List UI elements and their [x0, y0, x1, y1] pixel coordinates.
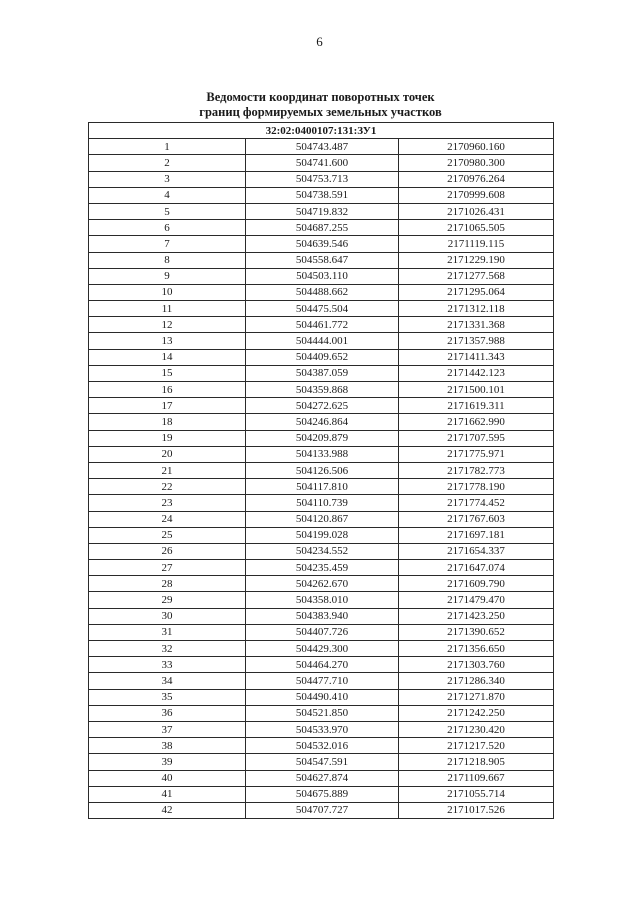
table-row: [89, 446, 554, 462]
table-row: [89, 139, 554, 155]
point-number-cell: 6: [89, 220, 246, 236]
x-coordinate-cell: 504407.726: [246, 624, 399, 640]
y-coordinate-cell: 2171774.452: [399, 495, 554, 511]
y-coordinate-cell: 2171242.250: [399, 705, 554, 721]
point-number-cell: 32: [89, 641, 246, 657]
x-coordinate-cell: 504687.255: [246, 220, 399, 236]
table-row: [89, 365, 554, 381]
x-coordinate-cell: 504547.591: [246, 754, 399, 770]
point-number-cell: 38: [89, 738, 246, 754]
y-coordinate-cell: 2171654.337: [399, 543, 554, 559]
table-row: [89, 673, 554, 689]
y-coordinate-cell: 2171662.990: [399, 414, 554, 430]
x-coordinate-cell: 504387.059: [246, 365, 399, 381]
table-row: [89, 592, 554, 608]
table-row: [89, 495, 554, 511]
y-coordinate-cell: 2171782.773: [399, 462, 554, 478]
x-coordinate-cell: 504743.487: [246, 139, 399, 155]
point-number-cell: 15: [89, 365, 246, 381]
y-coordinate-cell: 2171411.343: [399, 349, 554, 365]
y-coordinate-cell: 2170980.300: [399, 155, 554, 171]
point-number-cell: 39: [89, 754, 246, 770]
table-row: [89, 414, 554, 430]
y-coordinate-cell: 2171357.988: [399, 333, 554, 349]
y-coordinate-cell: 2171647.074: [399, 560, 554, 576]
x-coordinate-cell: 504464.270: [246, 657, 399, 673]
point-number-cell: 27: [89, 560, 246, 576]
x-coordinate-cell: 504488.662: [246, 284, 399, 300]
y-coordinate-cell: 2171697.181: [399, 527, 554, 543]
table-row: [89, 236, 554, 252]
table-row: [89, 689, 554, 705]
table-row: [89, 641, 554, 657]
table-row: [89, 155, 554, 171]
point-number-cell: 30: [89, 608, 246, 624]
y-coordinate-cell: 2171390.652: [399, 624, 554, 640]
y-coordinate-cell: 2171119.115: [399, 236, 554, 252]
x-coordinate-cell: 504358.010: [246, 592, 399, 608]
y-coordinate-cell: 2171312.118: [399, 301, 554, 317]
y-coordinate-cell: 2171217.520: [399, 738, 554, 754]
coordinates-table: [88, 122, 554, 819]
x-coordinate-cell: 504133.988: [246, 446, 399, 462]
y-coordinate-cell: 2171609.790: [399, 576, 554, 592]
y-coordinate-cell: 2171109.667: [399, 770, 554, 786]
y-coordinate-cell: 2171303.760: [399, 657, 554, 673]
x-coordinate-cell: 504110.739: [246, 495, 399, 511]
point-number-cell: 7: [89, 236, 246, 252]
y-coordinate-cell: 2171229.190: [399, 252, 554, 268]
point-number-cell: 40: [89, 770, 246, 786]
x-coordinate-cell: 504675.889: [246, 786, 399, 802]
y-coordinate-cell: 2171442.123: [399, 365, 554, 381]
x-coordinate-cell: 504490.410: [246, 689, 399, 705]
table-row: [89, 220, 554, 236]
y-coordinate-cell: 2171619.311: [399, 398, 554, 414]
y-coordinate-cell: 2171271.870: [399, 689, 554, 705]
coordinates-table-body: [89, 123, 554, 819]
table-row: [89, 511, 554, 527]
x-coordinate-cell: 504262.670: [246, 576, 399, 592]
point-number-cell: 13: [89, 333, 246, 349]
point-number-cell: 41: [89, 786, 246, 802]
y-coordinate-cell: 2171775.971: [399, 446, 554, 462]
x-coordinate-cell: 504707.727: [246, 802, 399, 818]
x-coordinate-cell: 504444.001: [246, 333, 399, 349]
point-number-cell: 3: [89, 171, 246, 187]
x-coordinate-cell: 504639.546: [246, 236, 399, 252]
table-row: [89, 268, 554, 284]
x-coordinate-cell: 504627.874: [246, 770, 399, 786]
table-row: [89, 624, 554, 640]
page-number: 6: [316, 34, 323, 49]
point-number-cell: 14: [89, 349, 246, 365]
point-number-cell: 36: [89, 705, 246, 721]
y-coordinate-cell: 2171277.568: [399, 268, 554, 284]
x-coordinate-cell: 504475.504: [246, 301, 399, 317]
x-coordinate-cell: 504209.879: [246, 430, 399, 446]
point-number-cell: 17: [89, 398, 246, 414]
point-number-cell: 16: [89, 382, 246, 398]
x-coordinate-cell: 504558.647: [246, 252, 399, 268]
x-coordinate-cell: 504199.028: [246, 527, 399, 543]
y-coordinate-cell: 2171017.526: [399, 802, 554, 818]
y-coordinate-cell: 2171055.714: [399, 786, 554, 802]
point-number-cell: 37: [89, 721, 246, 737]
table-row: [89, 398, 554, 414]
x-coordinate-cell: 504719.832: [246, 203, 399, 219]
x-coordinate-cell: 504738.591: [246, 187, 399, 203]
table-row: [89, 786, 554, 802]
table-row: [89, 657, 554, 673]
table-row: [89, 171, 554, 187]
x-coordinate-cell: 504383.940: [246, 608, 399, 624]
y-coordinate-cell: 2171230.420: [399, 721, 554, 737]
table-row: [89, 705, 554, 721]
point-number-cell: 31: [89, 624, 246, 640]
y-coordinate-cell: 2171286.340: [399, 673, 554, 689]
x-coordinate-cell: 504117.810: [246, 479, 399, 495]
point-number-cell: 23: [89, 495, 246, 511]
y-coordinate-cell: 2171295.064: [399, 284, 554, 300]
point-number-cell: 28: [89, 576, 246, 592]
x-coordinate-cell: 504246.864: [246, 414, 399, 430]
table-row: [89, 430, 554, 446]
y-coordinate-cell: 2171707.595: [399, 430, 554, 446]
point-number-cell: 35: [89, 689, 246, 705]
y-coordinate-cell: 2171065.505: [399, 220, 554, 236]
point-number-cell: 4: [89, 187, 246, 203]
x-coordinate-cell: 504409.652: [246, 349, 399, 365]
y-coordinate-cell: 2171767.603: [399, 511, 554, 527]
table-row: [89, 382, 554, 398]
point-number-cell: 10: [89, 284, 246, 300]
y-coordinate-cell: 2171026.431: [399, 203, 554, 219]
table-row: [89, 252, 554, 268]
y-coordinate-cell: 2170960.160: [399, 139, 554, 155]
table-row: [89, 527, 554, 543]
y-coordinate-cell: 2171778.190: [399, 479, 554, 495]
point-number-cell: 12: [89, 317, 246, 333]
point-number-cell: 33: [89, 657, 246, 673]
point-number-cell: 34: [89, 673, 246, 689]
table-row: [89, 284, 554, 300]
table-row: [89, 721, 554, 737]
y-coordinate-cell: 2171479.470: [399, 592, 554, 608]
point-number-cell: 21: [89, 462, 246, 478]
point-number-cell: 42: [89, 802, 246, 818]
y-coordinate-cell: 2170976.264: [399, 171, 554, 187]
point-number-cell: 9: [89, 268, 246, 284]
table-row: [89, 576, 554, 592]
document-title: [88, 90, 553, 120]
x-coordinate-cell: 504532.016: [246, 738, 399, 754]
x-coordinate-cell: 504120.867: [246, 511, 399, 527]
parcel-id: 32:02:0400107:131:ЗУ1: [89, 123, 554, 139]
point-number-cell: 26: [89, 543, 246, 559]
table-row: [89, 479, 554, 495]
x-coordinate-cell: 504461.772: [246, 317, 399, 333]
point-number-cell: 20: [89, 446, 246, 462]
x-coordinate-cell: 504272.625: [246, 398, 399, 414]
table-row: [89, 187, 554, 203]
x-coordinate-cell: 504741.600: [246, 155, 399, 171]
y-coordinate-cell: 2171331.368: [399, 317, 554, 333]
point-number-cell: 24: [89, 511, 246, 527]
table-row: [89, 543, 554, 559]
x-coordinate-cell: 504753.713: [246, 171, 399, 187]
table-row: [89, 317, 554, 333]
point-number-cell: 18: [89, 414, 246, 430]
y-coordinate-cell: 2171423.250: [399, 608, 554, 624]
y-coordinate-cell: 2170999.608: [399, 187, 554, 203]
y-coordinate-cell: 2171356.650: [399, 641, 554, 657]
table-row: [89, 462, 554, 478]
title-line-1: Ведомости координат поворотных точек: [206, 90, 435, 104]
table-row: [89, 560, 554, 576]
point-number-cell: 2: [89, 155, 246, 171]
y-coordinate-cell: 2171218.905: [399, 754, 554, 770]
title-line-2: границ формируемых земельных участков: [199, 105, 442, 119]
point-number-cell: 22: [89, 479, 246, 495]
point-number-cell: 11: [89, 301, 246, 317]
x-coordinate-cell: 504126.506: [246, 462, 399, 478]
table-row: [89, 770, 554, 786]
table-row: [89, 349, 554, 365]
parcel-header-row: [89, 123, 554, 139]
point-number-cell: 8: [89, 252, 246, 268]
point-number-cell: 1: [89, 139, 246, 155]
x-coordinate-cell: 504503.110: [246, 268, 399, 284]
x-coordinate-cell: 504521.850: [246, 705, 399, 721]
y-coordinate-cell: 2171500.101: [399, 382, 554, 398]
table-row: [89, 301, 554, 317]
x-coordinate-cell: 504477.710: [246, 673, 399, 689]
table-row: [89, 738, 554, 754]
table-row: [89, 754, 554, 770]
x-coordinate-cell: 504359.868: [246, 382, 399, 398]
table-row: [89, 608, 554, 624]
point-number-cell: 29: [89, 592, 246, 608]
table-row: [89, 203, 554, 219]
x-coordinate-cell: 504235.459: [246, 560, 399, 576]
point-number-cell: 5: [89, 203, 246, 219]
point-number-cell: 19: [89, 430, 246, 446]
table-row: [89, 802, 554, 818]
point-number-cell: 25: [89, 527, 246, 543]
x-coordinate-cell: 504429.300: [246, 641, 399, 657]
table-row: [89, 333, 554, 349]
x-coordinate-cell: 504533.970: [246, 721, 399, 737]
x-coordinate-cell: 504234.552: [246, 543, 399, 559]
